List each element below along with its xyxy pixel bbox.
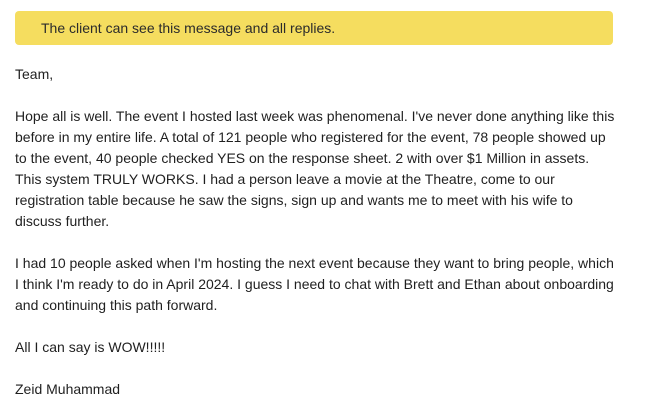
client-visibility-text: The client can see this message and all replies. (41, 20, 336, 36)
message-signature: Zeid Muhammad (15, 381, 121, 397)
message-paragraph-2: I had 10 people asked when I'm hosting the next event because they want to bring people, which I think I'm ready to do in April 2024. I guess I need to chat with Brett and Ethan about onboarding and continuing this path forward. (15, 255, 614, 313)
message-paragraph-3: All I can say is WOW!!!!! (15, 339, 166, 355)
client-visibility-banner (15, 11, 613, 45)
message-greeting: Team, (15, 66, 54, 82)
message-body (15, 64, 615, 400)
message-paragraph-1: Hope all is well. The event I hosted last week was phenomenal. I've never done anything like this before in my entire life. A total of 121 people who registered for the event, 78 people showed up to the event, 40 people checked YES on the response sheet. 2 with over $1 Million in assets. This system TRULY WORKS. I had a person leave a movie at the Theatre, come to our registration table because he saw the signs, sign up and wants me to meet with his wife to discuss further. (15, 108, 615, 229)
